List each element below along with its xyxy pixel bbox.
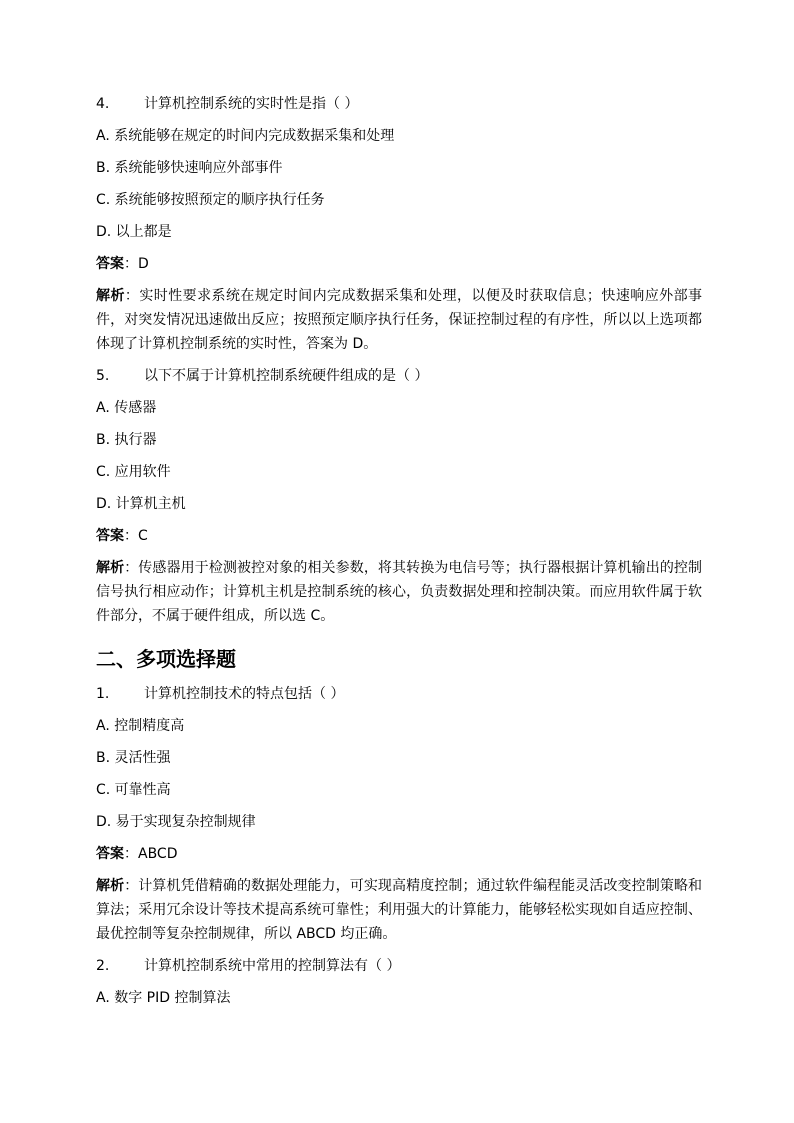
question-number: 1. [96,686,110,702]
answer-label: 答案 [96,846,124,862]
option-d: D. 易于实现复杂控制规律 [96,814,256,830]
option-b: B. 系统能够快速响应外部事件 [96,160,283,176]
question-text: 计算机控制技术的特点包括（ ） [144,686,345,702]
document-page [96,92,702,1018]
answer-line [96,524,702,548]
explanation-text: ：传感器用于检测被控对象的相关参数，将其转换为电信号等；执行器根据计算机输出的控制信号执行相应动作；计算机主机是控制系统的核心，负责数据处理和控制决策。而应用软件属于软件部分，不属于硬件组成，所以选 C。 [96,560,703,624]
option-b: B. 灵活性强 [96,750,171,766]
explanation [96,284,702,356]
question-number: 5. [96,368,110,384]
section-heading: 二、多项选择题 [96,647,236,671]
question-text: 计算机控制系统的实时性是指（ ） [144,96,359,112]
option-d: D. 计算机主机 [96,496,186,512]
answer-label: 答案 [96,528,124,544]
answer-value: ：C [124,528,148,544]
answer-line [96,252,702,276]
answer-label: 答案 [96,256,124,272]
multi-question-1 [96,682,702,706]
question-number: 4. [96,96,110,112]
explanation-label: 解析 [96,560,125,576]
explanation-text: ：计算机凭借精确的数据处理能力，可实现高精度控制；通过软件编程能灵活改变控制策略和算法；采用冗余设计等技术提高系统可靠性；利用强大的计算能力，能够轻松实现如自适应控制、最优控制等复杂控制规律，所以 ABCD 均正确。 [96,878,703,942]
answer-value: ：ABCD [124,846,178,862]
explanation [96,556,702,628]
option-a: A. 控制精度高 [96,718,185,734]
option-a: A. 数字 PID 控制算法 [96,990,231,1006]
option-c: C. 可靠性高 [96,782,171,798]
option-d: D. 以上都是 [96,224,172,240]
question-text: 计算机控制系统中常用的控制算法有（ ） [144,958,401,974]
option-b: B. 执行器 [96,432,157,448]
question-text: 以下不属于计算机控制系统硬件组成的是（ ） [144,368,429,384]
question-number: 2. [96,958,110,974]
explanation-text: ：实时性要求系统在规定时间内完成数据采集和处理，以便及时获取信息；快速响应外部事件，对突发情况迅速做出反应；按照预定顺序执行任务，保证控制过程的有序性，所以以上选项都体现了计算机控制系统的实时性，答案为 D。 [96,288,703,352]
answer-line [96,842,702,866]
option-c: C. 系统能够按照预定的顺序执行任务 [96,192,325,208]
option-a: A. 传感器 [96,400,157,416]
option-c: C. 应用软件 [96,464,171,480]
question-4 [96,92,702,116]
multi-question-2 [96,954,702,978]
option-a: A. 系统能够在规定的时间内完成数据采集和处理 [96,128,395,144]
answer-value: ：D [124,256,149,272]
explanation-label: 解析 [96,878,125,894]
explanation [96,874,702,946]
explanation-label: 解析 [96,288,125,304]
question-5 [96,364,702,388]
